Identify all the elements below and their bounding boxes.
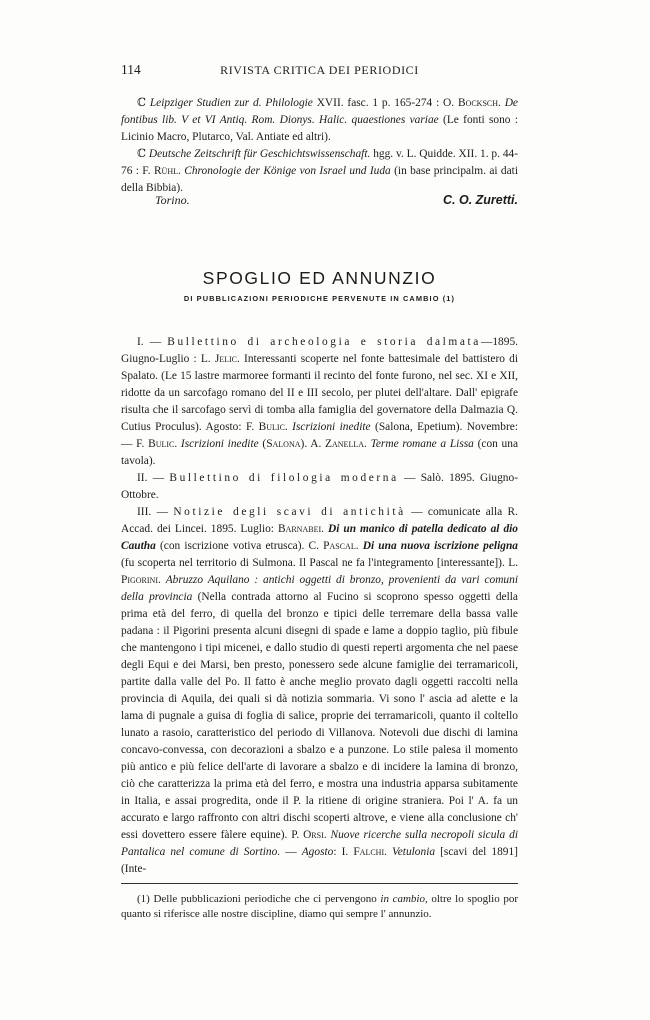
footnote: (1) Delle pubblicazioni periodiche che ci pervengono in cambio, oltre lo spoglio por quanto si riferisce alle nostre discipline, diamo qui sempre l' annunzio.: [121, 893, 518, 920]
intro-notes: [121, 95, 518, 197]
section-title: SPOGLIO ED ANNUNZIO: [202, 268, 437, 288]
entry-mark-icon: ℂ: [137, 97, 146, 109]
entry-mark-icon: ℂ: [137, 148, 146, 160]
intro-note-2: ℂ Deutsche Zeitschrift für Geschichtswissenschaft. hgg. v. L. Quidde. XII. 1. p. 44-76 : F. Rühl. Chronologie der Könige von Israel und Iuda (in base principalm. ai dati della Bibbia).: [121, 148, 518, 194]
running-title: RIVISTA CRITICA DEI PERIODICI: [220, 63, 419, 77]
page-header: [121, 62, 518, 78]
footnote-divider: [121, 883, 518, 884]
page-number: 114: [121, 62, 141, 77]
periodical-name: Bullettino di archeologia e storia dalmata: [167, 336, 481, 348]
place: Torino.: [155, 193, 190, 207]
entry-3: III. — Notizie degli scavi di antichità — comunicate alla R. Accad. dei Lincei. 1895. Luglio: Barnabei. Di un manico di patella dedicato al dio Cautha (con iscrizione votiva etrusca). C. Pascal. Di una nuova iscrizione peligna (fu scoperta nel territorio di Sulmona. Il Pascal ne fa l'integramento [interessante]). L. Pigorini. Abruzzo Aquilano : antichi oggetti di bronzo, provenienti da vari comuni della provincia (Nella contrada attorno al Fucino si scoprono spesso oggetti della prima età del ferro, di quella del bronzo e tipici delle terremare della bassa valle padana : il Pigorini presenta alcuni disegni di spade e lame a doppio taglio, più fibule che mantengono i tipi micenei, e dallo studio di questi reperti argomenta che nel paese degli Equi e dei Marsi, ben presto, ponessero sede alcune famiglie dei terramaricoli, partite dalla valle del Po. Il fatto è anche meglio provato dagli oggetti raccolti nella provincia di Aquila, dei quali si dà notizia sommaria. Vi sono l' ascia ad alette e la lama di pugnale a guisa di foglia di salice, proprie dei terramaricoli, quanto il coltello lunato a rasoio, caratteristico del periodo di Villanova. Notevoli due dischi di lamina concavo-convessa, con decorazioni a sbalzo e a punzone. Lo stile palesa il momento più antico e più felice dell'arte di lavorare a sbalzo e di incidere la lamina di bronzo, ciò che caratterizza la prima età del ferro, e mostra una industria apparsa subitamente in Italia, e assai progredita, onde il P. la ritiene di origine straniera. Poi l' A. fa un accurato e largo raffronto con altri dischi scoperti altrove, e viene alla conclusione ch' essi dovettero essere fàlere equine). P. Orsi. Nuove ricerche sulla necropoli sicula di Pantalica nel comune di Sortino. — Agosto: I. Falchi. Vetulonia [scavi del 1891] (Inte-: [121, 506, 518, 875]
entries: [121, 334, 518, 878]
signature-line: [121, 193, 518, 210]
author-signature: C. O. Zuretti.: [443, 193, 518, 207]
entry-1: I. — Bullettino di archeologia e storia dalmata—1895. Giugno-Luglio : L. Jelic. Interessanti scoperte nel fonte battesimale del battistero di Spalato. (Le 15 lastre marmoree formanti il recinto del fonte furono, nel sec. XI e XII, ridotte da un sarcofago romano del II e III secolo, per plutei dell'altare. Dall' epigrafe risulta che il sarcofago servì di tomba alla famiglia del governatore della Dalmazia Q. Cutius Proculus). Agosto: F. Bulic. Iscrizioni inedite (Salona, Epetium). Novembre: — F. Bulic. Iscrizioni inedite (Salona). A. Zanella. Terme romane a Lissa (con una tavola).: [121, 336, 518, 467]
intro-note-1: ℂ Leipziger Studien zur d. Philologie XVII. fasc. 1 p. 165-274 : O. Bocksch. De fontibus lib. V et VI Antiq. Rom. Dionys. Halic. quaestiones variae (Le fonti sono : Licinio Macro, Plutarco, Val. Antiate ed altri).: [121, 97, 518, 143]
periodical-name: Bullettino di filologia moderna: [169, 472, 399, 484]
section-subtitle: DI PUBBLICAZIONI PERIODICHE PERVENUTE IN CAMBIO (1): [183, 294, 456, 303]
periodical-name: Notizie degli scavi di antichità: [173, 506, 406, 518]
entry-2: II. — Bullettino di filologia moderna — Salò. 1895. Giugno-Ottobre.: [121, 472, 518, 501]
